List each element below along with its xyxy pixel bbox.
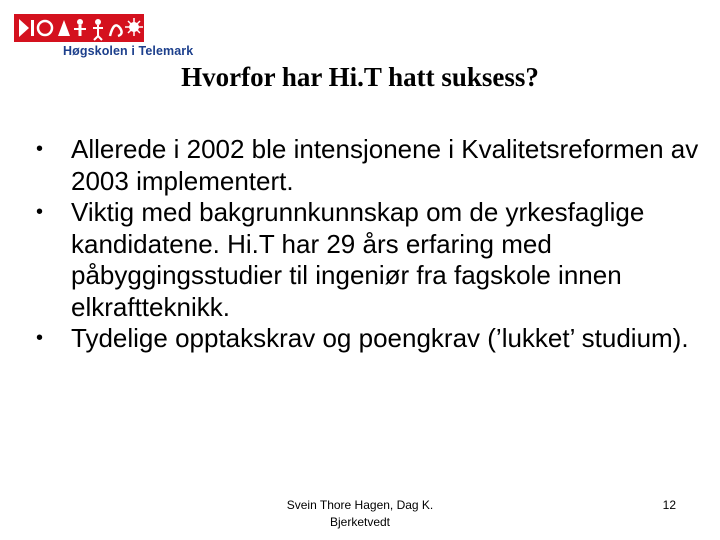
slide-title: Hvorfor har Hi.T hatt suksess? bbox=[181, 62, 539, 92]
page-number: 12 bbox=[662, 498, 676, 512]
logo-wordmark: Høgskolen i Telemark bbox=[63, 44, 194, 58]
bullet-list bbox=[36, 134, 706, 355]
footer-authors: Svein Thore Hagen, Dag K. Bjerketvedt bbox=[286, 498, 434, 529]
bullet-item: • Viktig med bakgrunnkunnskap om de yrkesfaglige kandidatene. Hi.T har 29 års erfaring med påbyggingsstudier til ingeniør fra fagskole innen elkraftteknikk. bbox=[36, 197, 706, 323]
bullet-item: • Tydelige opptakskrav og poengkrav (’lukket’ studium). bbox=[36, 323, 706, 355]
bullet-item: • Allerede i 2002 ble intensjonene i Kvalitetsreformen av 2003 implementert. bbox=[36, 134, 706, 197]
logo-emblem bbox=[14, 14, 144, 42]
